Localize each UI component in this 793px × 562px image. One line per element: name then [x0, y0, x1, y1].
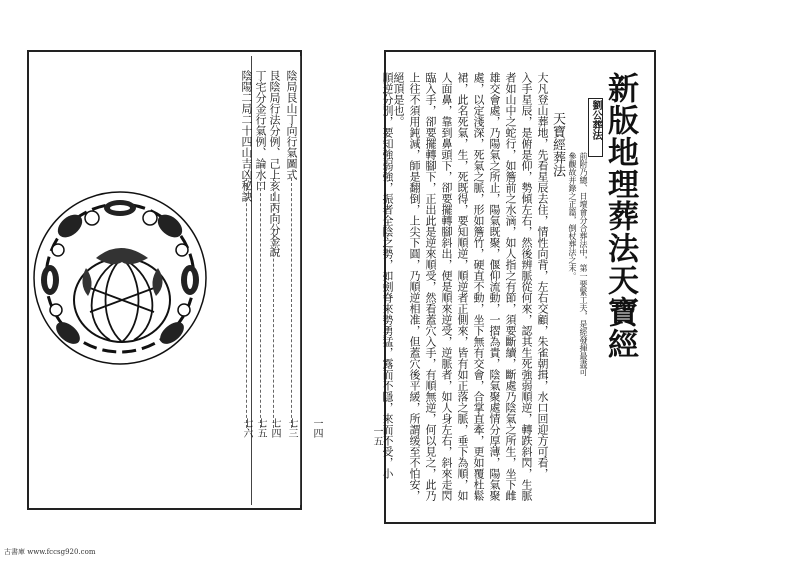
book-title: 新版地理葬法天寶經: [602, 72, 638, 360]
toc-entry-4: 陰陽二局二十四山吉凶秘訣: [240, 70, 253, 202]
toc-leader: [291, 178, 293, 428]
body-line-3: 者如山中之蛇行，如簷前之水滴，如人指之有節，須要斷續，斷處乃陰氣之所生，坐下雌: [504, 72, 517, 501]
left-page-number: 一四: [311, 418, 322, 438]
body-line-1: 大凡登山葬地，先看星辰去住，情性向背，左右交顧，朱雀朝揖，水口回迎方可看，: [536, 72, 549, 479]
toc-page-2: 七四: [269, 418, 280, 438]
body-line-2: 入手星辰，是俯是仰，勢傾左右，然後辨脈從何來，認其生死強弱順逆，轉跌斜閃，生脈: [520, 72, 533, 501]
body-line-10: 絕頂是也。: [392, 72, 405, 127]
toc-page-3: 七五: [255, 418, 266, 438]
right-page-number: 一五: [371, 426, 382, 446]
toc-leader: [246, 178, 248, 428]
toc-leader: [273, 178, 275, 428]
toc-page-4: 七六: [241, 418, 252, 438]
toc-entry-1: 陰局艮山丁向行氣圖式: [285, 70, 298, 180]
toc-entry-3: 丁宅分金行氣例、論水口: [254, 70, 267, 191]
author-label-box: 劉公葬法: [588, 98, 603, 157]
subtitle-line-1: 前附乃總、日壇會分合葬法中，第一要緊工夫，是經發揮最盡可: [579, 152, 588, 376]
body-line-6: 裙，此名死氣，生，死既得，要知順逆，順逆者正側來，皆有如正落之脈，垂下為順，如: [456, 72, 469, 501]
body-line-5: 處，以定淺深，死氣之脈，形如簷竹，硬直不動，坐下無有交會，合掌直牽，更如覆杜鬆: [472, 72, 485, 501]
floral-medallion-ornament: [30, 188, 210, 368]
toc-leader: [260, 178, 262, 428]
body-line-7: 人面鼻，靠到鼻頭下，卻要擺轉腳斜出，便是順來逆受，逆脈者，如人身左右，斜來走閃: [440, 72, 453, 501]
body-line-9: 上往不須用鈍減，師是翻倒，上尖下圓，乃順逆相准，但蓋穴後平緩，所謂缓至不怕安，: [408, 72, 421, 501]
section-title: 天寶經葬法: [550, 112, 565, 177]
toc-entry-2: 艮陰局行法分例、己上亥山丙向分金說: [268, 70, 281, 257]
subtitle-line-2: 參觀故并錄之正篇，倒杖葬法之末。: [568, 152, 577, 280]
body-line-4: 雄交會處，乃陽氣之所止，陽氣既聚，偃仰流動，一摺為貴，陰氣聚處情分厚薄，陽氣聚: [488, 72, 501, 501]
body-line-8: 臨入手，卻要擺轉腳下，正出此是逆來順受，然看蓋穴入手，有順無逆，何以見之，此乃: [424, 72, 437, 501]
footer-watermark: 古書庫 www.fccsg920.com: [4, 548, 96, 556]
body-line-11: 順逆分別，要知強弱強，振者全陰之勢，如劍脊來勢勇猛，露而不隱，來而不受，小: [381, 72, 394, 479]
toc-page-1: 七三: [286, 418, 297, 438]
